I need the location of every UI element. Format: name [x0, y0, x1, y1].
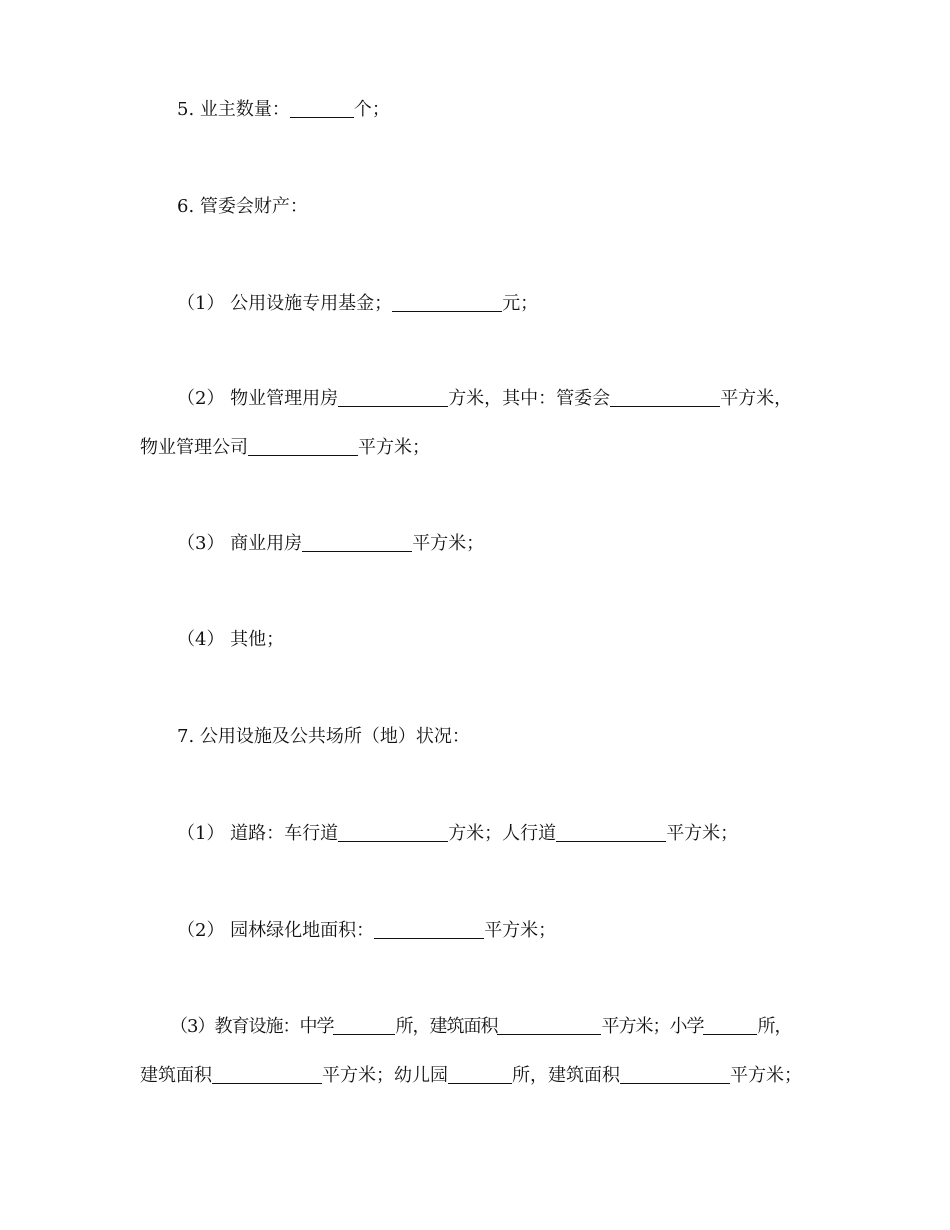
item-5-label: 5. 业主数量： — [177, 99, 290, 120]
item-7-3-label: （3）教育设施：中学 — [170, 1016, 334, 1037]
item-7-1-mid: 方米；人行道 — [448, 823, 557, 844]
commercial-area-blank[interactable] — [302, 533, 412, 552]
item-7-3-line2 — [140, 1064, 802, 1088]
item-6-3-suffix: 平方米； — [412, 533, 485, 554]
kindergarten-count-blank[interactable] — [448, 1065, 512, 1084]
item-7-2 — [177, 919, 556, 943]
item-6-3 — [177, 532, 484, 556]
item-7-3-line2-p3: 平方米； — [730, 1065, 802, 1086]
item-6-2-label: （2） 物业管理用房 — [177, 388, 339, 409]
middle-school-count-blank[interactable] — [333, 1016, 395, 1035]
item-6-1-label: （1） 公用设施专用基金； — [177, 293, 393, 314]
item-6-2 — [177, 387, 792, 411]
primary-school-count-blank[interactable] — [703, 1016, 757, 1035]
fund-amount-blank[interactable] — [392, 293, 502, 312]
item-6-4-label: （4） 其他； — [177, 629, 285, 650]
kindergarten-area-blank[interactable] — [620, 1065, 730, 1084]
item-7-2-suffix: 平方米； — [484, 920, 557, 941]
item-7 — [177, 725, 470, 749]
item-7-3-p2: 平方米；小学 — [601, 1016, 704, 1037]
item-6-1 — [177, 292, 538, 316]
item-6-4 — [177, 628, 284, 652]
item-6-2-line2 — [140, 436, 430, 460]
item-7-3-p3: 所， — [757, 1016, 792, 1037]
item-5 — [177, 98, 390, 122]
item-7-3-p1: 所，建筑面积 — [395, 1016, 498, 1037]
item-6-2-mid1: 方米，其中：管委会 — [448, 388, 611, 409]
committee-area-blank[interactable] — [610, 388, 720, 407]
item-6-2-mid2: 平方米， — [720, 388, 793, 409]
item-7-3-line2-p1: 平方米；幼儿园 — [322, 1065, 448, 1086]
company-area-blank[interactable] — [248, 437, 358, 456]
item-6-1-suffix: 元； — [502, 293, 539, 314]
green-area-blank[interactable] — [374, 920, 484, 939]
carriageway-area-blank[interactable] — [338, 823, 448, 842]
sidewalk-area-blank[interactable] — [556, 823, 666, 842]
item-7-1-suffix: 平方米； — [666, 823, 739, 844]
management-room-area-blank[interactable] — [338, 388, 448, 407]
item-6-label: 6. 管委会财产： — [177, 196, 308, 217]
item-7-3 — [170, 1015, 791, 1039]
item-6-2-line2-label: 物业管理公司 — [140, 437, 248, 458]
item-7-3-line2-label: 建筑面积 — [140, 1065, 212, 1086]
item-6-3-label: （3） 商业用房 — [177, 533, 303, 554]
item-7-1 — [177, 822, 738, 846]
item-6-2-line2-suffix: 平方米； — [358, 437, 430, 458]
item-6 — [177, 195, 308, 219]
middle-school-area-blank[interactable] — [497, 1016, 601, 1035]
item-7-2-label: （2） 园林绿化地面积： — [177, 920, 375, 941]
item-7-3-line2-p2: 所，建筑面积 — [512, 1065, 620, 1086]
owner-count-blank[interactable] — [290, 99, 354, 118]
primary-school-area-blank[interactable] — [212, 1065, 322, 1084]
item-5-suffix: 个； — [353, 99, 390, 120]
item-7-label: 7. 公用设施及公共场所（地）状况： — [177, 726, 470, 747]
item-7-1-label: （1） 道路：车行道 — [177, 823, 339, 844]
